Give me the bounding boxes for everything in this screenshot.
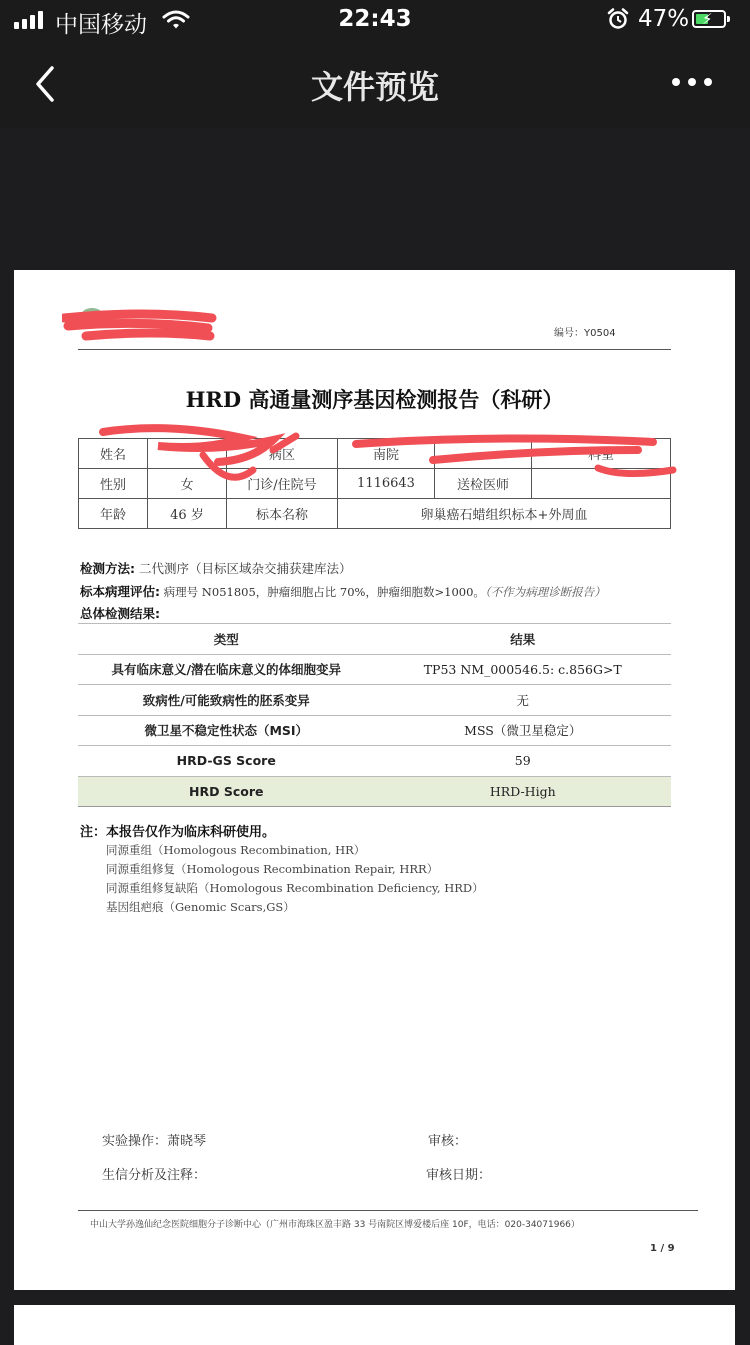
alarm-clock-icon — [607, 8, 629, 30]
note-item: 同源重组修复（Homologous Recombination Repair, HRR） — [106, 862, 439, 876]
age-value: 46 岁 — [148, 499, 227, 529]
row-result: MSS（微卫星稳定） — [375, 715, 672, 746]
page-title: 文件预览 — [310, 68, 439, 106]
navigation-bar — [0, 40, 750, 128]
sample-value: 卵巢癌石蜡组织标本+外周血 — [338, 499, 671, 529]
table-row — [78, 654, 671, 685]
test-method-line — [80, 559, 352, 577]
report-serial-number: 编号：Y0504 — [554, 328, 616, 339]
pathology-note: （不作为病理诊断报告） — [484, 585, 606, 599]
table-row-highlighted — [78, 776, 671, 807]
battery-icon — [692, 10, 726, 28]
document-page — [14, 270, 735, 1290]
column-header-result: 结果 — [375, 624, 672, 655]
redacted-hospital-logo — [62, 306, 232, 346]
analyst-signature: 生信分析及注释： — [102, 1168, 207, 1183]
table-row — [78, 715, 671, 746]
row-type: 具有临床意义/潜在临床意义的体细胞变异 — [78, 654, 375, 685]
column-header-type: 类型 — [78, 624, 375, 655]
note-item: 同源重组修复缺陷（Homologous Recombination Deficiency, HRD） — [106, 881, 484, 895]
redaction-scribbles — [78, 420, 678, 500]
row-result: TP53 NM_000546.5: c.856G>T — [375, 654, 672, 685]
note-item: 基因组疤痕（Genomic Scars,GS） — [106, 900, 295, 914]
pathology-line — [80, 582, 606, 600]
table-row — [78, 685, 671, 716]
results-heading-line — [80, 604, 160, 622]
hospital-value: 南院 — [338, 439, 435, 469]
more-options-ellipsis-icon[interactable] — [672, 78, 712, 86]
header-divider — [78, 349, 671, 350]
doctor-label: 送检医师 — [435, 469, 532, 499]
patient-id-value: 1116643 — [338, 469, 435, 499]
row-type: HRD-GS Score — [78, 746, 375, 777]
charging-bolt-icon: ⚡ — [702, 10, 713, 28]
gender-label: 性别 — [79, 469, 148, 499]
results-header-row — [78, 624, 671, 655]
gender-value: 女 — [148, 469, 227, 499]
battery-percentage: 47% — [638, 6, 690, 32]
clock: 22:43 — [338, 6, 412, 32]
age-label: 年龄 — [79, 499, 148, 529]
patient-id-label: 门诊/住院号 — [227, 469, 338, 499]
footer-address: 中山大学孙逸仙纪念医院细胞分子诊断中心（广州市海珠区盈丰路 33 号南院区博爱楼后座 10F，电话：020-34071966） — [90, 1220, 580, 1230]
page-number: 1 / 9 — [650, 1243, 675, 1254]
ward-label: 病区 — [227, 439, 338, 469]
row-result: 59 — [375, 746, 672, 777]
status-bar — [0, 0, 750, 40]
row-type: 微卫星不稳定性状态（MSI） — [78, 715, 375, 746]
table-row — [78, 746, 671, 777]
name-label: 姓名 — [79, 439, 148, 469]
row-result: HRD-High — [375, 776, 672, 807]
dept-label: 科室 — [532, 439, 671, 469]
report-title: HRD 高通量测序基因检测报告（科研） — [185, 387, 564, 412]
reviewer-signature: 审核： — [428, 1134, 468, 1149]
sample-label: 标本名称 — [227, 499, 338, 529]
pathology-value: 病理号 N051805，肿瘤细胞占比 70%，肿瘤细胞数>1000。 — [163, 585, 485, 599]
next-document-page — [14, 1305, 735, 1345]
test-method-label: 检测方法: — [80, 561, 135, 576]
results-heading: 总体检测结果: — [80, 606, 160, 621]
test-method-value: 二代测序（目标区域杂交捕获建库法） — [138, 561, 352, 576]
note-item: 同源重组（Homologous Recombination, HR） — [106, 843, 366, 857]
row-result: 无 — [375, 685, 672, 716]
review-date: 审核日期： — [426, 1168, 492, 1183]
footer-divider — [78, 1210, 698, 1211]
operator-signature: 实验操作：萧晓琴 — [102, 1134, 207, 1149]
battery-cap — [727, 16, 730, 22]
results-table — [78, 623, 671, 807]
row-type: 致病性/可能致病性的胚系变异 — [78, 685, 375, 716]
row-type: HRD Score — [78, 776, 375, 807]
carrier-name: 中国移动 — [55, 12, 147, 38]
note-heading: 注：本报告仅作为临床科研使用。 — [80, 825, 276, 840]
pathology-label: 标本病理评估: — [80, 584, 160, 599]
